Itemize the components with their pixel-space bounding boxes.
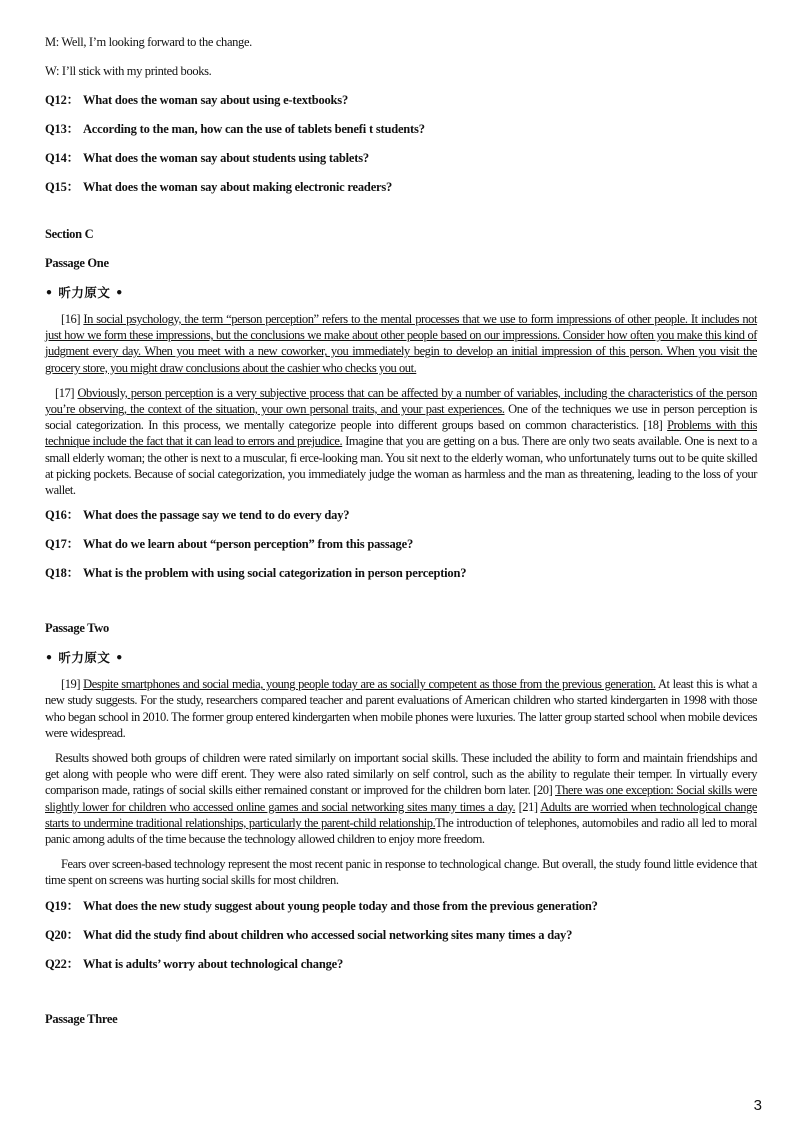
underlined-answer-text: Obviously, person perception is a very subjective process that can be affected by a number of variables, including the characteristics of the person you’re observing, the context of the situation, your own personal traits, and your past experiences. — [45, 385, 757, 417]
question-number: Q15： — [45, 180, 79, 194]
question-q19 — [45, 898, 757, 915]
transcript-label: • 听力原文 • — [45, 285, 124, 300]
underlined-answer-text: Despite smartphones and social media, young people today are as socially competent as those from the previous generation. — [83, 677, 656, 692]
question-q16 — [45, 507, 757, 524]
question-number: Q14： — [45, 151, 79, 165]
question-text: What did the study find about children who accessed social networking sites many times a day? — [82, 927, 573, 942]
question-number: Q20： — [45, 927, 79, 942]
page-number: 3 — [753, 1097, 762, 1114]
paragraph-text: [21] — [515, 799, 541, 814]
paragraph-text: Results showed both groups of children were rated similarly on important social skills. These included the ability to form and maintain friendships and get along with people who were diff erent. They were also rated similarly on self control, such as the ability to regulate their temper. In virtually every comparison made, ratings of social skills either remained constant or improved for the children born later. [20] — [45, 751, 757, 798]
paragraph-text: The introduction of telephones, automobiles and radio all led to moral panic among adults of the time because the technology allowed children to enjoy more freedom. — [45, 815, 757, 847]
paragraph-marker: [19] — [61, 677, 84, 692]
passage-two-paragraph-2 — [45, 750, 757, 847]
spacer — [45, 594, 757, 620]
question-number: Q19： — [45, 898, 79, 913]
transcript-label: • 听力原文 • — [45, 650, 124, 666]
underlined-answer-text: There was one exception: Social skills were slightly lower for children who accessed online games and social networking sites many times a day. — [45, 783, 757, 814]
paragraph-marker: [16] — [61, 312, 84, 326]
question-q17 — [45, 536, 757, 553]
question-text: What does the new study suggest about young people today and those from the previous generation? — [82, 898, 598, 913]
question-number: Q12： — [45, 93, 79, 107]
document-page — [45, 34, 757, 1040]
paragraph-text: Imagine that you are getting on a bus. There are only two seats available. One is next to a small elderly woman; the other is next to a muscular, fi erce-looking man. You sit next to the elderly woman, who unfortunately turns out to be quite skilled at picking pockets. Because of social categorization, you immediately judge the woman as harmless and the man as threatening, leading to the loss of your wallet. — [45, 434, 757, 498]
question-text: What do we learn about “person perception” from this passage? — [82, 537, 413, 552]
underlined-answer-text: Problems with this technique include the fact that it can lead to errors and prejudice. — [45, 418, 758, 449]
question-q14 — [45, 150, 757, 167]
question-text: What does the woman say about students using tablets? — [82, 151, 369, 165]
spacer — [45, 985, 757, 1011]
passage-one-paragraph-2 — [45, 385, 757, 498]
question-text: What is adults’ worry about technological change? — [82, 956, 344, 971]
spacer — [45, 208, 757, 226]
question-q15 — [45, 179, 757, 196]
passage-one-paragraph-1 — [45, 311, 757, 376]
passage-one-heading: Passage One — [45, 256, 109, 270]
passage-two-paragraph-3: Fears over screen-based technology represent the most recent panic in response to technological change. But overall, the study found little evidence that time spent on screens was hurting social skills for most children. — [45, 857, 757, 888]
question-q20 — [45, 927, 757, 944]
paragraph-text: One of the techniques we use in person perception is social categorization. In this process, we mentally categorize people into different groups based on common characteristics. [18] — [45, 402, 757, 433]
paragraph-text: At least this is what a new study suggests. For the study, researchers compared teacher and parent evaluations of American children who started kindergarten in 1998 with those who began school in 2010. The former group entered kindergarten when mobile phones were luxuries. The latter group started school when mobile devices were widespread. — [45, 677, 757, 740]
passage-three-heading: Passage Three — [45, 1011, 118, 1026]
question-text: What does the woman say about using e-textbooks? — [82, 93, 349, 107]
question-number: Q22： — [45, 956, 79, 971]
paragraph-marker: [17] — [55, 385, 78, 400]
question-number: Q17： — [45, 537, 79, 552]
question-text: What does the passage say we tend to do every day? — [82, 508, 350, 523]
passage-two-heading: Passage Two — [45, 621, 109, 636]
section-c-heading: Section C — [45, 227, 94, 241]
question-q22 — [45, 956, 757, 973]
question-text: According to the man, how can the use of tablets benefi t students? — [82, 122, 425, 136]
question-text: What is the problem with using social categorization in person perception? — [82, 566, 467, 581]
question-q13 — [45, 121, 757, 138]
underlined-answer-text: In social psychology, the term “person perception” refers to the mental processes that we use to form impressions of other people. It includes not just how we form these impressions, but the conclusions we make about other people based on our impressions. Consider how often you make this kind of judgment every day. When you meet with a new coworker, you immediately begin to develop an initial impression of this person. When you visit the grocery store, you might draw conclusions about the cashier who checks you out. — [45, 312, 758, 375]
question-number: Q13： — [45, 122, 79, 136]
question-text: What does the woman say about making electronic readers? — [82, 180, 393, 194]
question-number: Q18： — [45, 566, 79, 581]
question-q18 — [45, 565, 757, 582]
dialogue-line-woman: W: I’ll stick with my printed books. — [45, 64, 212, 78]
question-number: Q16： — [45, 508, 79, 523]
passage-two-paragraph-1 — [45, 676, 757, 741]
question-q12 — [45, 92, 757, 109]
dialogue-line-man: M: Well, I’m looking forward to the change. — [45, 35, 252, 49]
underlined-answer-text: Adults are worried when technological change starts to undermine traditional relationships, particularly the parent-child relationship. — [45, 799, 757, 830]
